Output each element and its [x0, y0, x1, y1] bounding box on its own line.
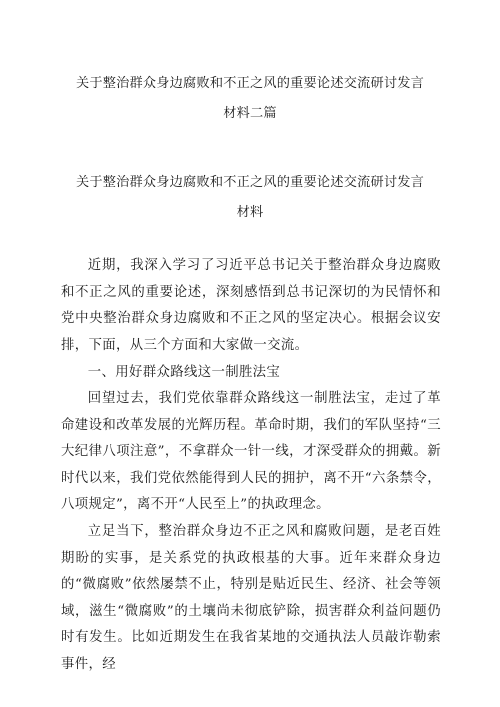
paragraph-text: 近期，我深入学习了习近平总书记关于整治群众身边腐败和不正之风的重要论述，深刻感悟到总书记深切的为民情怀和党中央整治群众身边腐败和不正之风的坚定决心。根据会议安排，下面，从三个方面和大家做一交流。	[61, 258, 441, 353]
document-subtitle: 关于整治群众身边腐败和不正之风的重要论述交流研讨发言材料	[75, 175, 425, 220]
paragraph-text: 立足当下，整治群众身边不正之风和腐败问题，是老百姓期盼的实事，是关系党的执政根基的大事。近年来群众身边的“微腐败”依然屡禁不止，特别是贴近民生、经济、社会等领域，滋生“微腐败”的土壤尚未彻底铲除，损害群众利益问题仍时有发生。比如近期发生在我省某地的交通执法人员敲诈勒索事件，经	[61, 524, 441, 672]
paragraph-intro	[61, 253, 441, 359]
paragraph-history	[61, 386, 441, 519]
section-heading	[61, 360, 441, 387]
document-title: 关于整治群众身边腐败和不正之风的重要论述交流研讨发言材料二篇	[75, 76, 425, 121]
paragraph-present	[61, 519, 441, 679]
paragraph-text: 回望过去，我们党依靠群众路线这一制胜法宝，走过了革命建设和改革发展的光辉历程。革命时期，我们的军队坚持“三大纪律八项注意”，不拿群众一针一线，才深受群众的拥戴。新时代以来，我们党依然能得到人民的拥护，离不开“六条禁令，八项规定”，离不开“人民至上”的执政理念。	[61, 391, 441, 513]
section-heading-text: 一、用好群众路线这一制胜法宝	[87, 365, 281, 380]
